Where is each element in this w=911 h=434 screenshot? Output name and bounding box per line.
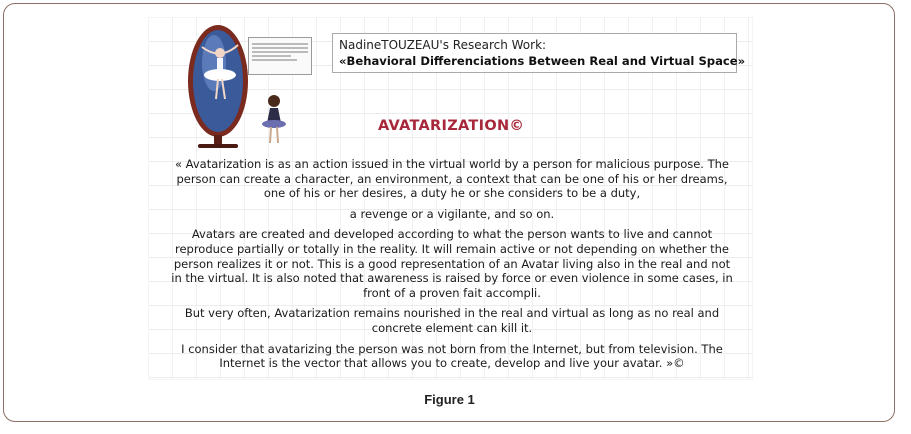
- girl-legs: [270, 127, 278, 143]
- ballerina-tutu: [204, 69, 236, 81]
- paragraph-5: I consider that avatarizing the person was not born from the Internet, but from television. The Internet is the vector that allows you to create, develop and live your avatar. »©: [181, 341, 723, 371]
- mirror-stand: [214, 135, 222, 145]
- girl-tutu: [262, 120, 286, 128]
- paragraph-3: Avatars are created and developed according to what the person wants to live and cannot reproduce partially or totally in the reality. It will remain active or not depending on whether the person realizes it or not. This is a good representation of an Avatar living also in the real and not in the virtual. It is also noted that awareness is raised by force or even violence in some cases, in front of a proven fait accompli.: [171, 227, 733, 300]
- research-subtitle: «Behavioral Differenciations Between Real and Virtual Space»: [339, 54, 746, 68]
- research-title: NadineTOUZEAU's Research Work:: [339, 38, 547, 52]
- title-box: [332, 33, 746, 73]
- girl-head: [268, 95, 280, 107]
- speech-bubble: [248, 37, 312, 75]
- paragraph-4: But very often, Avatarization remains nourished in the real and virtual as long as no real and concrete element can kill it.: [184, 306, 720, 335]
- mirror-base: [198, 144, 238, 148]
- avatarization-heading: AVATARIZATION©: [378, 118, 525, 134]
- figure-image: [148, 17, 753, 380]
- paragraph-1: « Avatarization is as an action issued in the virtual world by a person for malicious purpose. The person can create a character, an environment, a context that can be one of his or her dreams, one of his or her desires, a duty he or she considers to be a duty,: [174, 157, 730, 201]
- body-text: [168, 157, 736, 371]
- paragraph-2: a revenge or a vigilante, and so on.: [349, 206, 555, 221]
- figure-caption: Figure 1: [424, 392, 475, 407]
